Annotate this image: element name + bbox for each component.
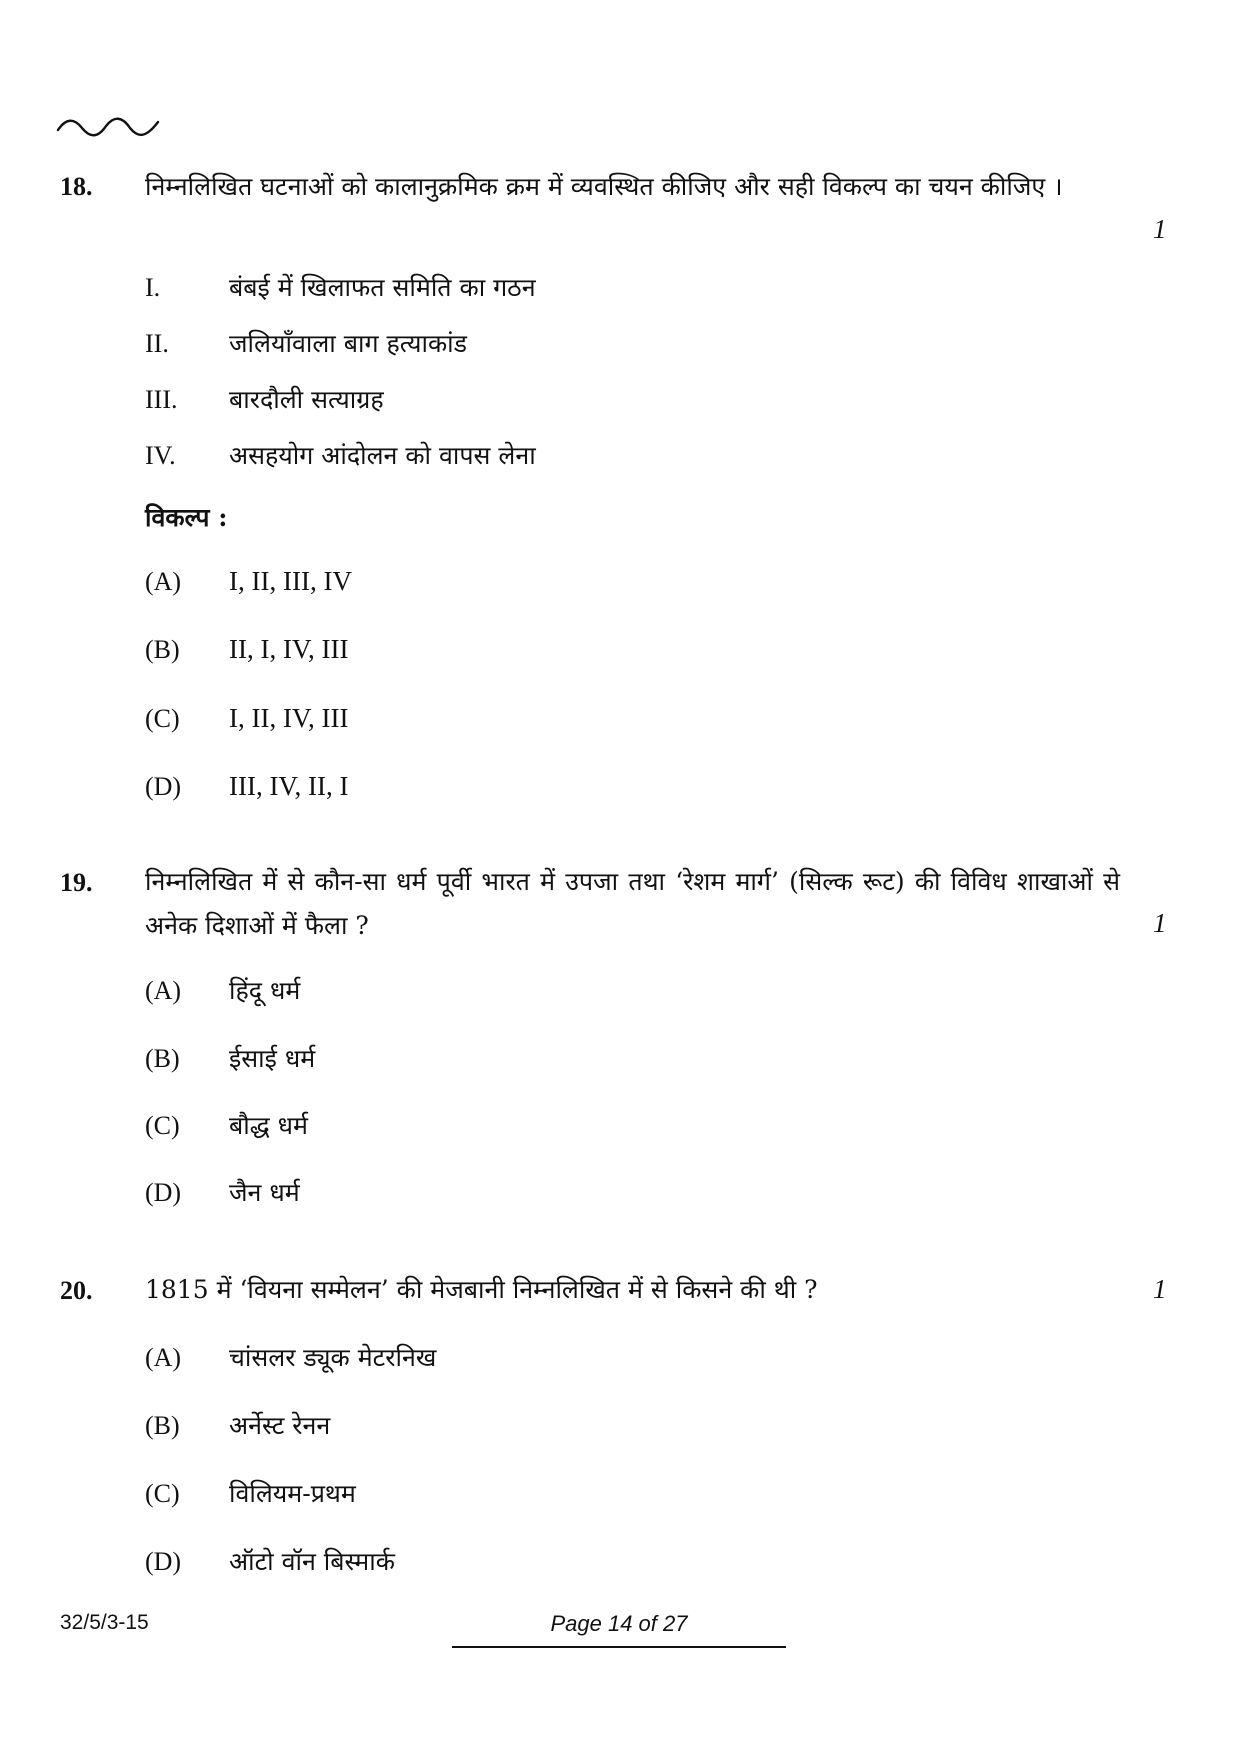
statement-label: II.: [145, 329, 169, 358]
option-text: I, II, III, IV: [229, 566, 352, 596]
statement-text: बंबई में खिलाफत समिति का गठन: [229, 273, 536, 302]
option-text: ऑटो वॉन बिस्मार्क: [229, 1547, 395, 1576]
option-text: जैन धर्म: [229, 1178, 300, 1207]
statement-item: [145, 326, 467, 360]
option-label: (C): [145, 704, 180, 733]
option-item: [145, 1408, 330, 1442]
option-item: [145, 634, 348, 665]
option-item: [145, 973, 300, 1007]
page-number: Page 14 of 27: [550, 1611, 688, 1636]
option-text: अर्नेस्ट रेनन: [229, 1411, 331, 1440]
option-label: (B): [145, 1411, 180, 1440]
option-label: (A): [145, 976, 182, 1005]
statement-text: असहयोग आंदोलन को वापस लेना: [229, 441, 536, 470]
marks-20: 1: [1153, 1274, 1167, 1304]
option-label: (D): [145, 1547, 182, 1576]
option-text: विलियम-प्रथम: [229, 1479, 356, 1508]
option-item: [145, 1175, 300, 1209]
option-label: (A): [145, 1343, 182, 1372]
option-label: (C): [145, 1111, 180, 1140]
statement-label: III.: [145, 385, 178, 414]
statement-text: जलियाँवाला बाग हत्याकांड: [229, 329, 468, 358]
question-number-18: 18.: [60, 172, 93, 201]
option-text: चांसलर ड्यूक मेटरनिख: [229, 1343, 437, 1372]
option-label: (B): [145, 635, 180, 664]
option-label: (D): [145, 1178, 182, 1207]
option-label: (C): [145, 1479, 180, 1508]
footer-rule: [452, 1646, 786, 1648]
marks-19: 1: [1153, 908, 1167, 938]
question-number-19: 19.: [60, 868, 93, 897]
statement-label: IV.: [145, 441, 176, 470]
option-item: [145, 1544, 395, 1578]
statement-item: [145, 382, 384, 416]
option-label: (D): [145, 772, 182, 801]
statement-item: [145, 270, 536, 304]
option-text: III, IV, II, I: [229, 771, 349, 801]
question-text-18: निम्नलिखित घटनाओं को कालानुक्रमिक क्रम में व्यवस्थित कीजिए और सही विकल्प का चयन कीजिए ।: [145, 172, 1063, 201]
statement-item: [145, 438, 536, 472]
marks-18: 1: [1153, 214, 1167, 244]
options-heading: विकल्प :: [145, 503, 228, 532]
option-text: I, II, IV, III: [229, 703, 349, 733]
option-item: [145, 771, 348, 802]
question-number-20: 20.: [60, 1276, 93, 1305]
wavy-mark-icon: [56, 112, 160, 142]
statement-label: I.: [145, 273, 161, 302]
question-text-20: 1815 में ‘वियना सम्मेलन’ की मेजबानी निम्नलिखित में से किसने की थी ?: [145, 1275, 818, 1304]
option-item: [145, 703, 348, 734]
option-item: [145, 1476, 356, 1510]
option-item: [145, 566, 352, 597]
option-text: बौद्ध धर्म: [229, 1111, 308, 1140]
option-text: II, I, IV, III: [229, 634, 349, 664]
statement-text: बारदौली सत्याग्रह: [229, 385, 384, 414]
question-text-19: निम्नलिखित में से कौन-सा धर्म पूर्वी भारत में उपजा तथा ‘रेशम मार्ग’ (सिल्क रूट) की विविध शाखाओं से अनेक दिशाओं में फैला ?: [145, 867, 1120, 940]
option-item: [145, 1340, 436, 1374]
paper-code: 32/5/3-15: [60, 1611, 149, 1634]
option-item: [145, 1108, 308, 1142]
option-item: [145, 1041, 315, 1075]
option-text: हिंदू धर्म: [229, 976, 301, 1005]
option-text: ईसाई धर्म: [229, 1044, 316, 1073]
option-label: (A): [145, 567, 182, 596]
option-label: (B): [145, 1044, 180, 1073]
